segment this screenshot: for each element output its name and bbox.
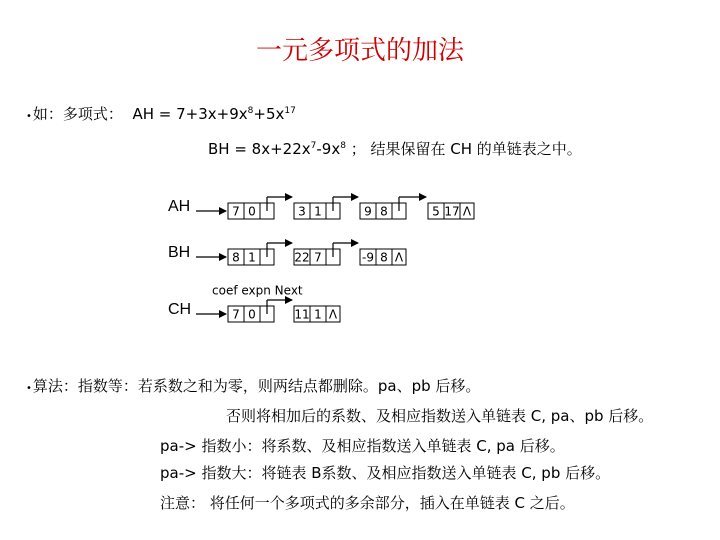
- ah-coef-value: 5: [432, 204, 440, 219]
- bh-coef-value: -9: [362, 250, 374, 265]
- algorithm-line-4: pa-> 指数大：将链表 B系数、及相应指数送入单链表 C, pb 后移。: [160, 464, 611, 482]
- bh-coef-value: 8: [232, 250, 240, 265]
- ah-coef-value: 3: [298, 204, 306, 219]
- field-caption: coef expn Next: [212, 283, 303, 298]
- bullet-icon: •: [26, 111, 32, 122]
- polynomial-ah: AH = $7+3x+9x^8+5x^{17}$: [132, 105, 296, 123]
- algorithm-line-2: 否则将相加后的系数、及相应指数送入单链表 C, pa、pb 后移。: [226, 407, 654, 425]
- bullet-icon: •: [26, 383, 32, 394]
- ah-expn-value: 1: [314, 204, 322, 219]
- ch-head-label: CH: [168, 301, 192, 319]
- algorithm-line-5: 注意： 将任何一个多项式的多余部分，插入在单链表 C 之后。: [160, 494, 575, 512]
- bh-coef-value: 22: [294, 250, 310, 265]
- polynomial-bh: BH = $8x+22x^7-9x^8$: [208, 140, 346, 158]
- page-title: 一元多项式的加法: [255, 36, 464, 66]
- ah-head-label: AH: [168, 198, 191, 216]
- bh-expn-value: 7: [314, 250, 322, 265]
- bh-null-pointer: Λ: [394, 250, 404, 265]
- ch-expn-value: 0: [248, 307, 256, 322]
- ah-null-pointer: Λ: [462, 204, 472, 219]
- bh-expn-value: 8: [380, 250, 388, 265]
- ah-expn-value: 0: [248, 204, 256, 219]
- ah-expn-value: 17: [444, 204, 460, 219]
- ah-expn-value: 8: [380, 204, 388, 219]
- bh-head-label: BH: [168, 244, 191, 262]
- ch-coef-value: 11: [294, 307, 310, 322]
- ch-null-pointer: Λ: [328, 307, 338, 322]
- result-note: ； 结果保留在 CH 的单链表之中。: [350, 140, 582, 158]
- example-prefix: 如：多项式：: [32, 105, 123, 123]
- bh-expn-value: 1: [248, 250, 256, 265]
- ah-coef-value: 9: [364, 204, 372, 219]
- ch-coef-value: 7: [232, 307, 240, 322]
- ch-expn-value: 1: [314, 307, 322, 322]
- algorithm-line-1: •算法：指数等：若系数之和为零，则两结点都删除。pa、pb 后移。: [26, 377, 481, 395]
- algorithm-line-3: pa-> 指数小：将系数、及相应指数送入单链表 C, pa 后移。: [160, 437, 565, 455]
- ah-coef-value: 7: [232, 204, 240, 219]
